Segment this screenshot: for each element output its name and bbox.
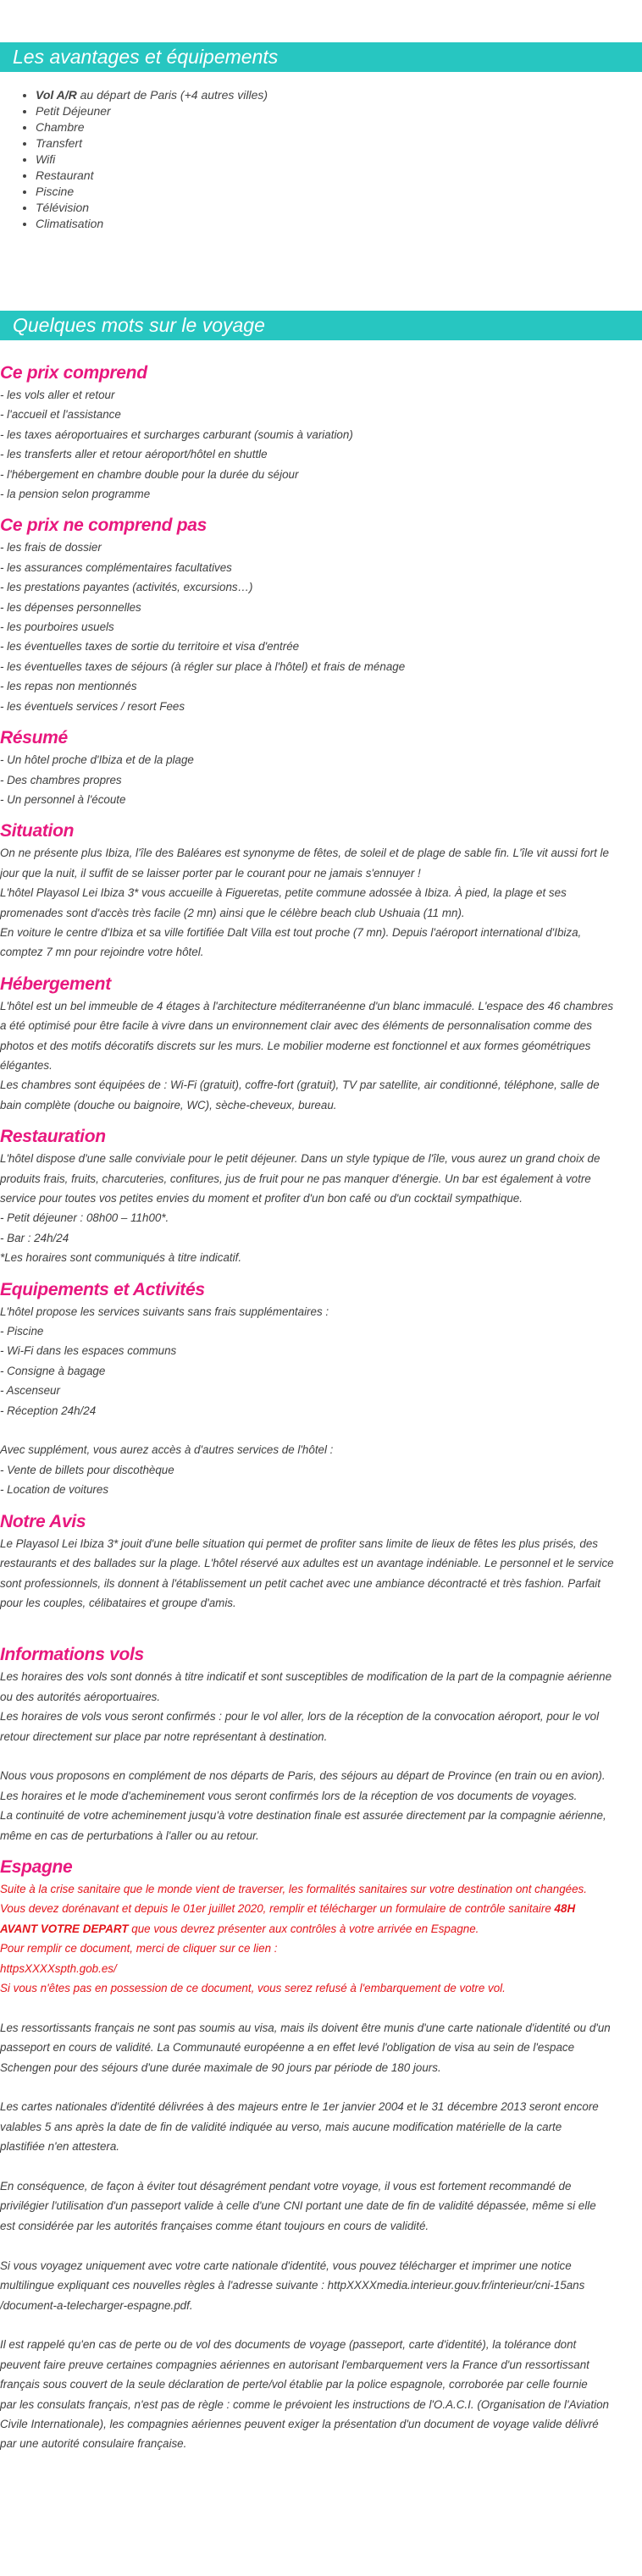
text-line: privilégier l'utilisation d'un passeport valide à celle d'une CNI portant une date de fin de validité dépassée, même si elle	[0, 2199, 596, 2213]
text-line: - Un hôtel proche d'Ibiza et de la plage	[0, 753, 194, 767]
heading-notre-avis: Notre Avis	[0, 1511, 86, 1531]
text-line: Il est rappelé qu'en cas de perte ou de vol des documents de voyage (passeport, carte d'identité), la tolérance dont	[0, 2338, 577, 2352]
restauration-text	[0, 1149, 637, 1267]
text-line: Les horaires de vols vous seront confirmés : pour le vol aller, lors de la réception de la convocation aéroport, pour le vol	[0, 1710, 600, 1724]
text-line: /document-a-telecharger-espagne.pdf.	[0, 2298, 193, 2312]
notice-emphasis: AVANT VOTRE DEPART	[0, 1922, 129, 1935]
text-line: En conséquence, de façon à éviter tout désagrément pendant votre voyage, il vous est fortement recommandé de	[0, 2180, 572, 2193]
notice-text: Pour remplir ce document, merci de cliquer sur ce lien :	[0, 1942, 278, 1955]
text-line: - Consigne à bagage	[0, 1364, 106, 1377]
text-line: - les éventuels services / resort Fees	[0, 699, 185, 713]
text-line: La continuité de votre acheminement jusqu'à votre destination finale est assurée directement par la compagnie aérienne,	[0, 1809, 606, 1823]
informations-vols-text	[0, 1667, 637, 1845]
voyage-content	[0, 361, 637, 2454]
text-line: élégantes.	[0, 1058, 53, 1072]
heading-resume: Résumé	[0, 728, 68, 748]
spacer	[0, 1268, 637, 1278]
heading-espagne: Espagne	[0, 1856, 73, 1877]
text-line: retour directement sur place par notre représentant à destination.	[0, 1729, 328, 1743]
text-line: - les dépenses personnelles	[0, 600, 141, 614]
notice-line	[0, 1939, 637, 1958]
text-line: peuvent faire preuve certaines compagnies aériennes en autorisant l'embarquement vers la France d'un ressortissant	[0, 2358, 589, 2371]
text-line: restaurants et des ballades sur la plage. L'hôtel réservé aux adultes est un avantage indéniable. Le personnel et le service	[0, 1557, 614, 1570]
heading-informations-vols: Informations vols	[0, 1645, 144, 1665]
text-line: service pour toutes vos petites envies du moment et profiter d'un bon café ou d'un cocktail sympathique.	[0, 1192, 523, 1205]
advantages-title: Les avantages et équipements	[13, 46, 279, 68]
text-line: L'hôtel propose les services suivants sans frais supplémentaires :	[0, 1305, 329, 1318]
text-line: ou des autorités aéroportuaires.	[0, 1690, 161, 1703]
advantage-item: • Climatisation	[36, 216, 268, 232]
text-line: - les éventuelles taxes de sortie du territoire et visa d'entrée	[0, 640, 300, 654]
spacer	[0, 1613, 637, 1643]
text-line: plastifiée n'en attestera.	[0, 2140, 120, 2154]
text-line: est considérée par les autorités françaises comme étant toujours en cours de validité.	[0, 2219, 429, 2232]
text-line: - Wi-Fi dans les espaces communs	[0, 1344, 177, 1358]
sanitary-notice	[0, 1879, 637, 1998]
text-line: pour les couples, célibataires et groupe d'amis.	[0, 1596, 236, 1609]
text-line: valables 5 ans après la date de fin de validité indiquée au verso, mais aucune modification matérielle de la carte	[0, 2120, 562, 2133]
notice-line	[0, 1959, 637, 1978]
notice-line	[0, 1899, 637, 1918]
text-line: bain complète (douche ou baignoire, WC), sèche-cheveux, bureau.	[0, 1098, 337, 1111]
notice-text: httpsXXXXspth.gob.es/	[0, 1961, 117, 1975]
espagne-text	[0, 1998, 637, 2453]
text-line: sont professionnels, ils donnent à l'établissement un petit cachet avec une ambiance décontracté et très fashion. Parfait	[0, 1576, 600, 1590]
advantage-item: • Piscine	[36, 184, 268, 200]
text-line: - Un personnel à l'écoute	[0, 792, 126, 806]
heading-restauration: Restauration	[0, 1127, 106, 1147]
spacer	[0, 1845, 637, 1856]
text-line: photos et des motifs décoratifs discrets sur les murs. Le mobilier moderne est fonctionnel et aux formes géométriques	[0, 1039, 591, 1052]
text-line: par les consulats français, n'est pas de règle : comme le prévoient les instructions de l'O.A.C.I. (Organisation de l'Aviation	[0, 2397, 609, 2411]
voyage-title: Quelques mots sur le voyage	[13, 314, 265, 336]
text-line: On ne présente plus Ibiza, l'île des Baléares est synonyme de fêtes, de soleil et de plage de sable fin. L'île vit aussi fort le	[0, 847, 609, 860]
text-line: - Location de voitures	[0, 1483, 109, 1497]
text-line: Civile Internationale), les compagnies aériennes peuvent exiger la présentation d'un document de voyage valide délivré	[0, 2417, 599, 2430]
text-line	[0, 2077, 637, 2097]
advantage-item: • Télévision	[36, 200, 268, 216]
text-line: produits frais, fruits, charcuteries, confitures, jus de fruit pour ne pas manquer d'énergie. Un bar est également à votre	[0, 1172, 591, 1185]
text-line: - les assurances complémentaires facultatives	[0, 560, 232, 574]
notice-line	[0, 1879, 637, 1899]
advantage-item: • Wifi	[36, 152, 268, 168]
notre-avis-text	[0, 1534, 637, 1613]
text-line: - les prestations payantes (activités, excursions…)	[0, 581, 253, 594]
heading-hebergement: Hébergement	[0, 974, 111, 994]
heading-equipements-et-activites: Equipements et Activités	[0, 1279, 205, 1299]
text-line	[0, 2236, 637, 2255]
text-line: - les vols aller et retour	[0, 389, 115, 401]
spacer	[0, 504, 637, 514]
text-line: par une autorité consulaire française.	[0, 2437, 187, 2451]
text-line: - Bar : 24h/24	[0, 1231, 69, 1244]
spacer	[0, 716, 637, 726]
text-line: L'hôtel Playasol Lei Ibiza 3* vous accueille à Figueretas, petite commune adossée à Ibiza. À pied, la plage et ses	[0, 886, 567, 900]
voyage-banner	[0, 311, 642, 340]
notice-text: Suite à la crise sanitaire que le monde vient de traverser, les formalités sanitaires sur votre destination ont changées.	[0, 1882, 587, 1895]
text-line: L'hôtel est un bel immeuble de 4 étages à l'architecture méditerranéenne d'un blanc immaculé. L'espace des 46 chambres	[0, 999, 614, 1012]
text-line: - les taxes aéroportuaires et surcharges carburant (soumis à variation)	[0, 427, 353, 441]
spacer	[0, 809, 637, 819]
heading-ce-prix-comprend: Ce prix comprend	[0, 363, 147, 383]
text-line: passeport en cours de validité. La Communauté européenne a en effet levé l'obligation de visa au sein de l'espace	[0, 2041, 575, 2055]
spacer	[0, 963, 637, 973]
text-line: Les chambres sont équipées de : Wi-Fi (gratuit), coffre-fort (gratuit), TV par satellite, air conditionné, téléphone, salle de	[0, 1078, 600, 1092]
text-line: - la pension selon programme	[0, 488, 151, 501]
situation-text	[0, 843, 637, 962]
advantages-banner	[0, 42, 642, 72]
text-line: - Réception 24h/24	[0, 1404, 97, 1417]
text-line: - Vente de billets pour discothèque	[0, 1463, 174, 1476]
text-line: jour que la nuit, il suffit de se laisser porter par le courant pour ne jamais s'ennuyer !	[0, 866, 421, 880]
text-line: L'hôtel dispose d'une salle conviviale pour le petit déjeuner. Dans un style typique de l'île, vous aurez un grand choix de	[0, 1152, 600, 1166]
hebergement-text	[0, 996, 637, 1115]
text-line: a été optimisé pour être facile à vivre dans un environnement clair avec des éléments de personnalisation comme des	[0, 1019, 592, 1033]
notice-line	[0, 1978, 637, 1998]
advantage-item: • Chambre	[36, 119, 268, 135]
text-line: - l'accueil et l'assistance	[0, 408, 121, 422]
resume-text	[0, 750, 637, 809]
text-line: Les horaires des vols sont donnés à titre indicatif et sont susceptibles de modification de la part de la compagnie aérienne	[0, 1670, 612, 1684]
text-line	[0, 1420, 637, 1440]
text-line: même en cas de perturbations à l'aller ou au retour.	[0, 1829, 259, 1842]
text-line: - les éventuelles taxes de séjours (à régler sur place à l'hôtel) et frais de ménage	[0, 659, 406, 673]
notice-line	[0, 1919, 637, 1939]
text-line: - l'hébergement en chambre double pour la durée du séjour	[0, 467, 299, 481]
spacer	[0, 1115, 637, 1125]
text-line: - les repas non mentionnés	[0, 680, 137, 693]
text-line: Avec supplément, vous aurez accès à d'autres services de l'hôtel :	[0, 1443, 334, 1457]
text-line: En voiture le centre d'Ibiza et sa ville fortifiée Dalt Villa est tout proche (7 mn). Depuis l'aéroport international d'Ibiza,	[0, 925, 582, 939]
text-line: Schengen pour des séjours d'une durée maximale de 90 jours par période de 180 jours.	[0, 2060, 441, 2074]
text-line: Si vous voyagez uniquement avec votre carte nationale d'identité, vous pouvez télécharger et imprimer une notice	[0, 2259, 572, 2272]
text-line: - Des chambres propres	[0, 773, 122, 786]
text-line: promenades sont d'accès très facile (2 mn) ainsi que le célèbre beach club Ushuaia (11 mn).	[0, 906, 465, 919]
text-line: - Ascenseur	[0, 1384, 60, 1398]
text-line: - les frais de dossier	[0, 541, 102, 554]
spacer	[0, 1500, 637, 1510]
equipements-et-activites-text	[0, 1302, 637, 1500]
text-line: Le Playasol Lei Ibiza 3* jouit d'une belle situation qui permet de profiter sans limite de lieux de fêtes les plus prisés, des	[0, 1536, 598, 1550]
notice-text: Si vous n'êtes pas en possession de ce document, vous serez refusé à l'embarquement de votre vol.	[0, 1982, 506, 1994]
text-line: Les horaires et le mode d'acheminement vous seront confirmés lors de la réception de vos documents de voyages.	[0, 1789, 578, 1802]
text-line: *Les horaires sont communiqués à titre indicatif.	[0, 1251, 242, 1265]
text-line: français sous couvert de la seule déclaration de perte/vol établie par la police espagnole, corroborée par celle fournie	[0, 2378, 588, 2391]
advantages-list	[20, 87, 268, 232]
notice-text: Vous devez dorénavant et depuis le 01er juillet 2020, remplir et télécharger un formulaire de contrôle sanitaire	[0, 1902, 555, 1916]
text-line	[0, 1746, 637, 1766]
text-line: - les transferts aller et retour aéroport/hôtel en shuttle	[0, 448, 268, 461]
advantage-item-flight: • Vol A/R au départ de Paris (+4 autres villes)	[36, 87, 268, 103]
advantage-item: • Petit Déjeuner	[36, 103, 268, 119]
ce-prix-ne-comprend-pas-text	[0, 538, 637, 716]
heading-situation: Situation	[0, 821, 75, 841]
text-line: - les pourboires usuels	[0, 621, 114, 634]
text-line: Nous vous proposons en complément de nos départs de Paris, des séjours au départ de Province (en train ou en avion).	[0, 1769, 606, 1783]
notice-emphasis: 48H	[554, 1902, 576, 1916]
text-line: - Piscine	[0, 1325, 44, 1338]
advantage-item: • Transfert	[36, 135, 268, 152]
text-line: multilingue expliquant ces nouvelles règles à l'adresse suivante : httpXXXXmedia.interieur.gouv.fr/interieur/cni-15ans	[0, 2279, 585, 2292]
heading-ce-prix-ne-comprend-pas: Ce prix ne comprend pas	[0, 516, 208, 536]
text-line: Les cartes nationales d'identité délivrées à des majeurs entre le 1er janvier 2004 et le 31 décembre 2013 seront encore	[0, 2100, 599, 2114]
text-line	[0, 1998, 637, 2017]
text-line: comptez 7 mn pour rejoindre votre hôtel.	[0, 946, 204, 959]
text-line	[0, 2157, 637, 2176]
text-line: - Petit déjeuner : 08h00 – 11h00*.	[0, 1211, 169, 1225]
ce-prix-comprend-text	[0, 385, 637, 504]
text-line	[0, 2315, 637, 2335]
advantage-item: • Restaurant	[36, 168, 268, 184]
notice-text: que vous devrez présenter aux contrôles à votre arrivée en Espagne.	[128, 1922, 479, 1935]
text-line: Les ressortissants français ne sont pas soumis au visa, mais ils doivent être munis d'une carte nationale d'identité ou d'un	[0, 2021, 611, 2034]
